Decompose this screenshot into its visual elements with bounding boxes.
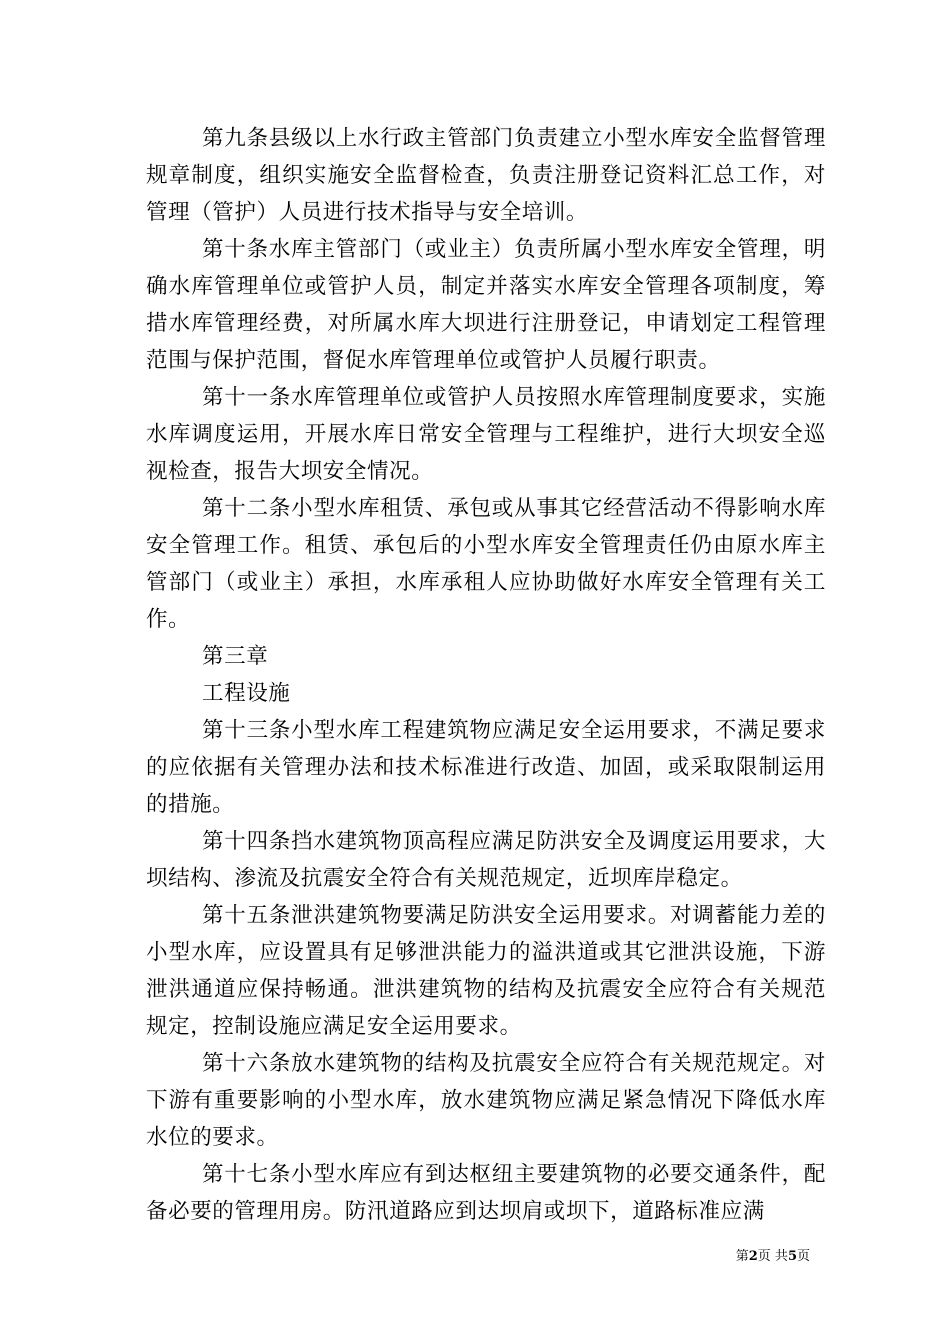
article-16-paragraph: 第十六条放水建筑物的结构及抗震安全应符合有关规范规定。对下游有重要影响的小型水库，放水建筑物应满足紧急情况下降低水库水位的要求。 — [146, 1051, 826, 1150]
footer-prefix: 第 — [735, 1249, 749, 1264]
current-page-number: 2 — [748, 1249, 758, 1264]
chapter-title: 工程设施 — [202, 681, 291, 706]
footer-middle: 页 共 — [757, 1249, 788, 1264]
article-15-paragraph: 第十五条泄洪建筑物要满足防洪安全运用要求。对调蓄能力差的小型水库，应设置具有足够泄洪能力的溢洪道或其它泄洪设施，下游泄洪通道应保持畅通。泄洪建筑物的结构及抗震安全应符合有关规范规定，控制设施应满足安全运用要求。 — [146, 903, 826, 1039]
article-13-paragraph: 第十三条小型水库工程建筑物应满足安全运用要求，不满足要求的应依据有关管理办法和技术标准进行改造、加固，或采取限制运用的措施。 — [146, 718, 826, 817]
article-12-paragraph: 第十二条小型水库租赁、承包或从事其它经营活动不得影响水库安全管理工作。租赁、承包后的小型水库安全管理责任仍由原水库主管部门（或业主）承担，水库承租人应协助做好水库安全管理有关工作。 — [146, 496, 826, 632]
article-14-paragraph: 第十四条挡水建筑物顶高程应满足防洪安全及调度运用要求，大坝结构、渗流及抗震安全符合有关规范规定，近坝库岸稳定。 — [146, 829, 826, 891]
article-9-paragraph: 第九条县级以上水行政主管部门负责建立小型水库安全监督管理规章制度，组织实施安全监督检查，负责注册登记资料汇总工作，对管理（管护）人员进行技术指导与安全培训。 — [146, 126, 826, 225]
footer-suffix: 页 — [796, 1249, 810, 1264]
total-page-count: 5 — [787, 1249, 797, 1264]
article-11-paragraph: 第十一条水库管理单位或管护人员按照水库管理制度要求，实施水库调度运用，开展水库日常安全管理与工程维护，进行大坝安全巡视检查，报告大坝安全情况。 — [146, 385, 826, 484]
chapter-heading: 第三章 — [202, 644, 269, 669]
article-10-paragraph: 第十条水库主管部门（或业主）负责所属小型水库安全管理，明确水库管理单位或管护人员，制定并落实水库安全管理各项制度，筹措水库管理经费，对所属水库大坝进行注册登记，申请划定工程管理范围与保护范围，督促水库管理单位或管护人员履行职责。 — [146, 237, 826, 373]
article-17-paragraph: 第十七条小型水库应有到达枢纽主要建筑物的必要交通条件，配备必要的管理用房。防汛道路应到达坝肩或坝下，道路标准应满 — [146, 1162, 826, 1224]
document-body — [146, 120, 826, 1230]
page-number-footer — [700, 1245, 810, 1264]
